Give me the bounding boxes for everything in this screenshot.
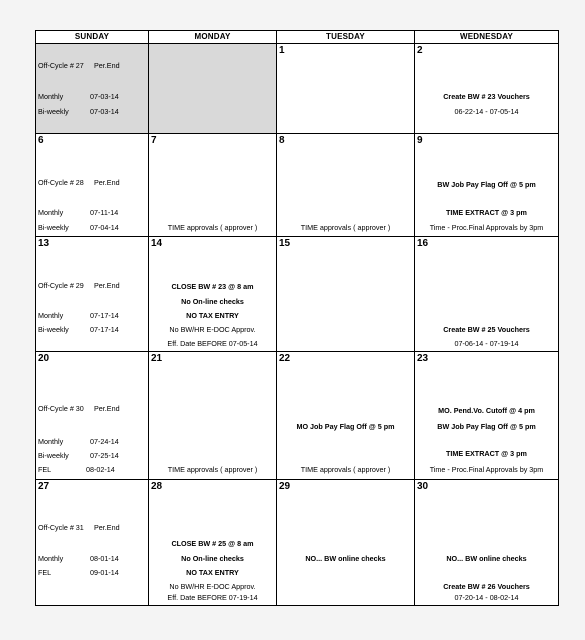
- cell-note: NO... BW online checks: [305, 554, 386, 563]
- offcycle-label: Off-Cycle # 31: [38, 523, 84, 532]
- cell-note: TIME approvals ( approver ): [300, 465, 391, 474]
- cell-note: NO... BW online checks: [446, 554, 527, 563]
- day-cell: [36, 237, 149, 352]
- day-number: 16: [417, 238, 429, 249]
- offcycle-label: Off-Cycle # 30: [38, 404, 84, 413]
- day-number: 2: [417, 45, 423, 56]
- week-row-5: [36, 480, 559, 606]
- cell-note: BW Job Pay Flag Off @ 5 pm: [437, 422, 536, 431]
- week-row-3: [36, 237, 559, 352]
- day-number: 14: [151, 238, 163, 249]
- day-cell: [277, 237, 415, 352]
- cell-note: MO Job Pay Flag Off @ 5 pm: [296, 422, 395, 431]
- day-number: 8: [279, 135, 285, 146]
- cell-note: CLOSE BW # 23 @ 8 am: [171, 282, 254, 291]
- monthly-label: Monthly: [38, 92, 64, 101]
- monthly-date: 08-01-14: [90, 554, 119, 563]
- day-number: 13: [38, 238, 50, 249]
- offcycle-label: Off-Cycle # 29: [38, 281, 84, 290]
- biweekly-date: 07-17-14: [90, 325, 119, 334]
- day-cell: [277, 480, 415, 606]
- day-cell: [415, 44, 559, 134]
- cell-note: Create BW # 26 Vouchers: [443, 582, 530, 591]
- day-cell: [149, 237, 277, 352]
- day-number: 23: [417, 353, 429, 364]
- day-number: 29: [279, 481, 291, 492]
- header-monday: MONDAY: [149, 31, 277, 44]
- cell-note: No On-line checks: [181, 297, 244, 306]
- biweekly-label: Bi-weekly: [38, 451, 69, 460]
- day-cell: [36, 44, 149, 134]
- cell-note: No BW/HR E-DOC Approv.: [169, 325, 256, 334]
- day-number: 30: [417, 481, 429, 492]
- day-cell: [149, 352, 277, 480]
- cell-note: Create BW # 23 Vouchers: [443, 92, 530, 101]
- monthly-label: Monthly: [38, 437, 64, 446]
- cell-note: TIME EXTRACT @ 3 pm: [446, 208, 527, 217]
- cell-note: CLOSE BW # 25 @ 8 am: [171, 539, 254, 548]
- day-number: 7: [151, 135, 157, 146]
- perend-label: Per.End: [94, 523, 120, 532]
- day-cell: [149, 134, 277, 237]
- monthly-label: Monthly: [38, 554, 64, 563]
- fel-date: 08-02-14: [86, 465, 115, 474]
- perend-label: Per.End: [94, 281, 120, 290]
- cell-note: TIME approvals ( approver ): [167, 223, 258, 232]
- monthly-date: 07-17-14: [90, 311, 119, 320]
- perend-label: Per.End: [94, 178, 120, 187]
- header-sunday: SUNDAY: [36, 31, 149, 44]
- week-row-2: [36, 134, 559, 237]
- cell-note: Time - Proc.Final Approvals by 3pm: [429, 223, 544, 232]
- day-cell: [415, 480, 559, 606]
- biweekly-label: Bi-weekly: [38, 107, 69, 116]
- day-cell: [277, 44, 415, 134]
- day-number: 6: [38, 135, 44, 146]
- cell-note: Eff. Date BEFORE 07-05-14: [167, 339, 258, 348]
- monthly-date: 07-03-14: [90, 92, 119, 101]
- week-row-1: [36, 44, 559, 134]
- header-tuesday: TUESDAY: [277, 31, 415, 44]
- fel-label: FEL: [38, 465, 52, 474]
- day-cell: [415, 237, 559, 352]
- day-number: 27: [38, 481, 50, 492]
- offcycle-label: Off-Cycle # 27: [38, 61, 84, 70]
- monthly-label: Monthly: [38, 208, 64, 217]
- day-cell: [277, 134, 415, 237]
- day-cell: [36, 480, 149, 606]
- biweekly-label: Bi-weekly: [38, 325, 69, 334]
- cell-note: MO. Pend.Vo. Cutoff @ 4 pm: [438, 406, 535, 415]
- day-number: 22: [279, 353, 291, 364]
- biweekly-date: 07-03-14: [90, 107, 119, 116]
- cell-note: NO TAX ENTRY: [186, 568, 239, 577]
- biweekly-date: 07-04-14: [90, 223, 119, 232]
- cell-note: Time - Proc.Final Approvals by 3pm: [429, 465, 544, 474]
- day-number: 1: [279, 45, 285, 56]
- day-cell: [149, 44, 277, 134]
- calendar-header-row: [36, 31, 559, 44]
- header-wednesday: WEDNESDAY: [415, 31, 559, 44]
- fel-date: 09-01-14: [90, 568, 119, 577]
- day-cell: [149, 480, 277, 606]
- perend-label: Per.End: [94, 61, 120, 70]
- day-number: 20: [38, 353, 50, 364]
- day-number: 21: [151, 353, 163, 364]
- cell-note: 07-20-14 - 08-02-14: [454, 593, 519, 602]
- biweekly-date: 07-25-14: [90, 451, 119, 460]
- week-row-4: [36, 352, 559, 480]
- perend-label: Per.End: [94, 404, 120, 413]
- day-cell: [415, 134, 559, 237]
- day-number: 9: [417, 135, 423, 146]
- calendar-table: [35, 30, 559, 606]
- cell-note: 07-06-14 - 07-19-14: [454, 339, 519, 348]
- cell-note: No BW/HR E-DOC Approv.: [169, 582, 256, 591]
- day-number: 28: [151, 481, 163, 492]
- cell-note: TIME approvals ( approver ): [167, 465, 258, 474]
- cell-note: Create BW # 25 Vouchers: [443, 325, 530, 334]
- cell-note: Eff. Date BEFORE 07-19-14: [167, 593, 258, 602]
- offcycle-label: Off-Cycle # 28: [38, 178, 84, 187]
- biweekly-label: Bi-weekly: [38, 223, 69, 232]
- monthly-label: Monthly: [38, 311, 64, 320]
- day-cell: [36, 352, 149, 480]
- day-cell: [277, 352, 415, 480]
- cell-note: 06-22-14 - 07-05-14: [454, 107, 519, 116]
- day-number: 15: [279, 238, 291, 249]
- fel-label: FEL: [38, 568, 52, 577]
- cell-note: TIME approvals ( approver ): [300, 223, 391, 232]
- monthly-date: 07-11-14: [90, 208, 119, 217]
- cell-note: No On-line checks: [181, 554, 244, 563]
- day-cell: [415, 352, 559, 480]
- cell-note: NO TAX ENTRY: [186, 311, 239, 320]
- day-cell: [36, 134, 149, 237]
- cell-note: TIME EXTRACT @ 3 pm: [446, 449, 527, 458]
- cell-note: BW Job Pay Flag Off @ 5 pm: [437, 180, 536, 189]
- monthly-date: 07-24-14: [90, 437, 119, 446]
